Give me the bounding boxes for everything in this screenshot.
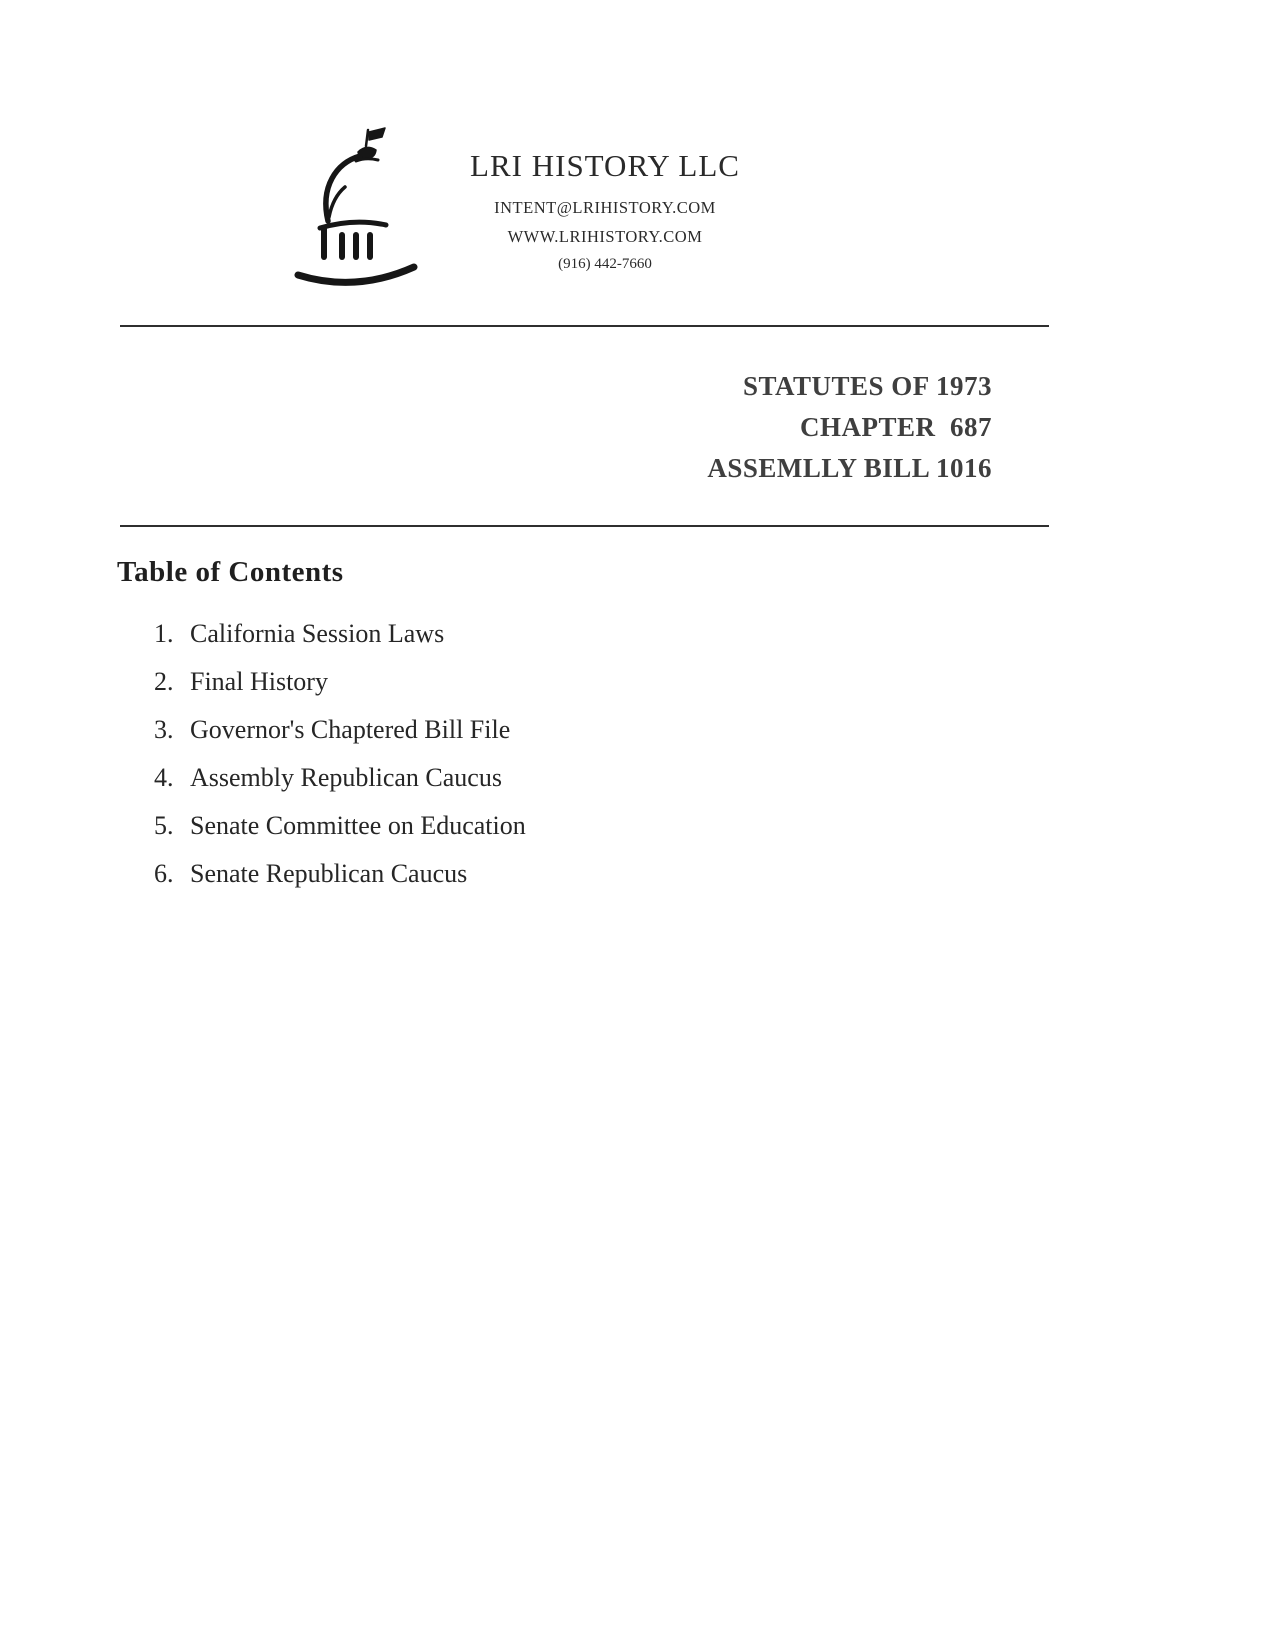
company-website: WWW.LRIHISTORY.COM xyxy=(507,227,703,246)
toc-item: 1. California Session Laws xyxy=(180,620,526,648)
toc-item: 2. Final History xyxy=(180,668,526,696)
toc-item: 6. Senate Republican Caucus xyxy=(180,860,526,888)
toc-item: 3. Governor's Chaptered Bill File xyxy=(180,716,526,744)
chapter-line: CHAPTER 687 xyxy=(799,412,992,442)
assembly-bill-line: ASSEMLLY BILL 1016 xyxy=(707,453,992,483)
toc-item: 5. Senate Committee on Education xyxy=(180,812,526,840)
toc-item: 4. Assembly Republican Caucus xyxy=(180,764,526,792)
divider-top xyxy=(120,325,1049,327)
statutes-year-line: STATUTES OF 1973 xyxy=(742,371,992,401)
company-name: LRI HISTORY LLC xyxy=(470,148,740,183)
toc-heading: Table of Contents xyxy=(117,556,344,588)
company-phone: (916) 442-7660 xyxy=(558,256,652,272)
divider-bottom xyxy=(120,525,1049,527)
company-email: INTENT@LRIHISTORY.COM xyxy=(494,198,716,217)
toc-list xyxy=(180,620,526,908)
capitol-dome-icon xyxy=(290,125,440,290)
letterhead xyxy=(450,148,760,273)
statute-title-block xyxy=(707,366,992,489)
capitol-dome-logo xyxy=(290,125,440,290)
